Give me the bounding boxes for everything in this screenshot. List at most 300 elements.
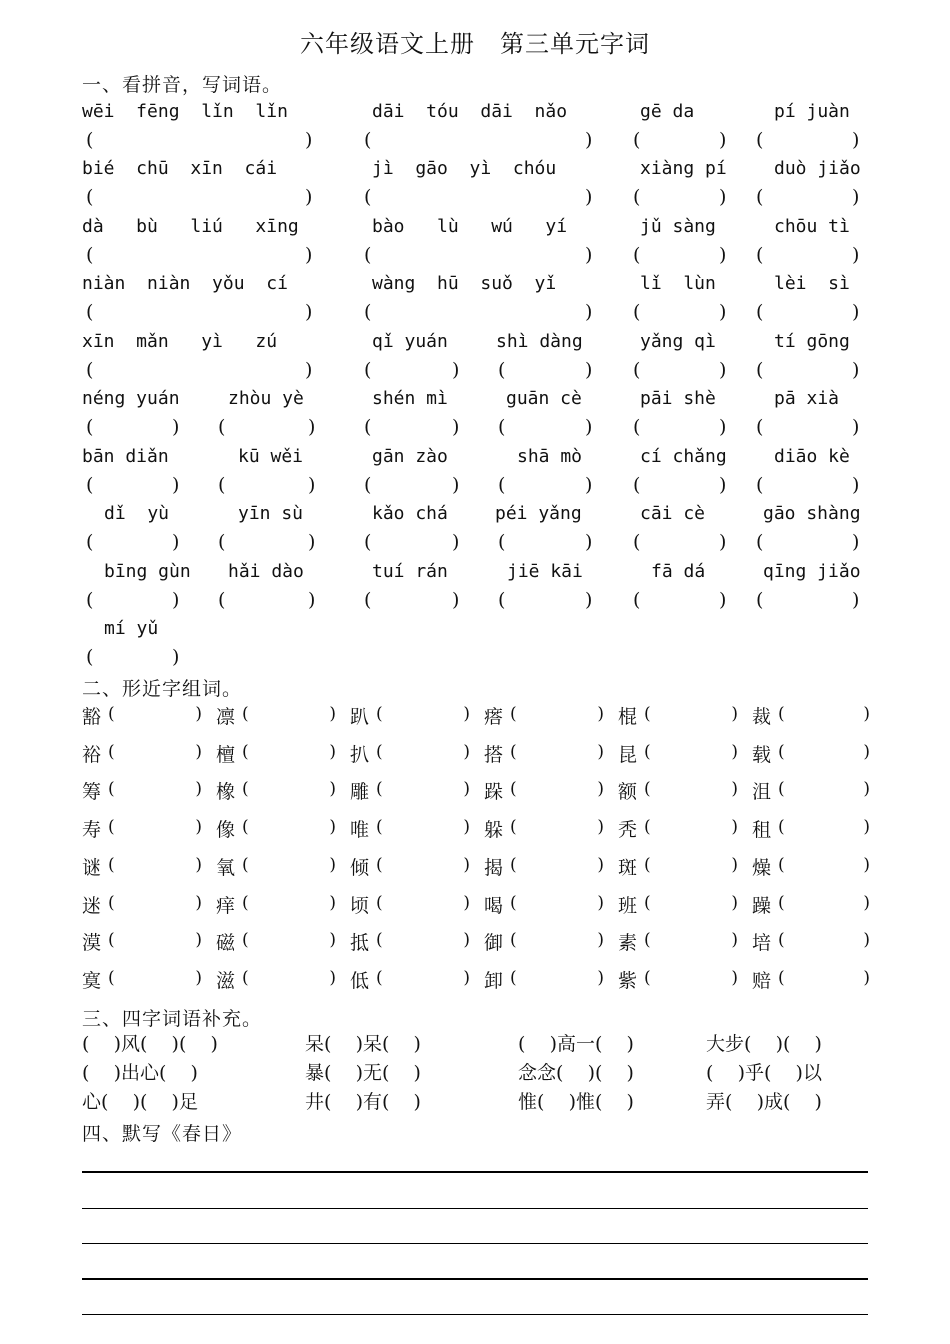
answer-paren-close: ) (452, 474, 460, 496)
answer-paren-close: ) (585, 244, 593, 266)
word-blank[interactable] (658, 855, 724, 877)
pinyin-prompt: kū wěi (238, 446, 304, 467)
word-blank[interactable] (792, 968, 858, 990)
answer-paren-open: ( (218, 589, 226, 611)
answer-paren-open: ( (242, 704, 249, 724)
answer-paren-open: ( (86, 589, 94, 611)
answer-paren-close: ) (329, 930, 336, 950)
pinyin-prompt: hǎi dào (228, 561, 304, 582)
idiom-fill-item[interactable]: ( )乎( )以 (706, 1062, 822, 1084)
answer-paren-open: ( (633, 359, 641, 381)
char-item (752, 891, 870, 919)
word-blank[interactable] (390, 968, 456, 990)
word-blank[interactable] (524, 817, 590, 839)
char-item (216, 815, 336, 843)
answer-paren-close: ) (305, 129, 313, 151)
word-blank[interactable] (122, 968, 188, 990)
answer-paren-close: ) (863, 893, 870, 913)
answer-blank[interactable] (100, 359, 303, 381)
word-blank[interactable] (390, 930, 456, 952)
answer-blank[interactable] (232, 416, 306, 438)
answer-blank[interactable] (770, 474, 850, 496)
char-label: 橡 (216, 781, 236, 803)
answer-paren-open: ( (510, 742, 517, 762)
word-blank[interactable] (390, 742, 456, 764)
word-blank[interactable] (658, 968, 724, 990)
char-label: 抵 (350, 932, 370, 954)
pinyin-prompt: cāi cè (640, 503, 706, 524)
pinyin-prompt: pā xià (774, 388, 840, 409)
writing-line[interactable] (82, 1243, 868, 1244)
word-blank[interactable] (256, 855, 322, 877)
word-blank[interactable] (256, 742, 322, 764)
pinyin-prompt: wàng hū suǒ yǐ (372, 273, 557, 294)
answer-blank[interactable] (378, 301, 583, 323)
answer-paren-open: ( (108, 817, 115, 837)
word-blank[interactable] (390, 893, 456, 915)
word-blank[interactable] (256, 779, 322, 801)
answer-blank[interactable] (232, 474, 306, 496)
word-blank[interactable] (524, 893, 590, 915)
answer-paren-close: ) (172, 646, 180, 668)
answer-blank[interactable] (378, 531, 450, 553)
char-label: 燥 (752, 857, 772, 879)
idiom-fill-item[interactable]: ( )高一( ) (518, 1033, 634, 1055)
word-blank[interactable] (792, 893, 858, 915)
answer-paren-open: ( (644, 968, 651, 988)
answer-paren-open: ( (644, 779, 651, 799)
answer-paren-close: ) (719, 416, 727, 438)
word-blank[interactable] (658, 742, 724, 764)
char-item (752, 777, 870, 805)
word-blank[interactable] (122, 779, 188, 801)
answer-paren-open: ( (633, 186, 641, 208)
pinyin-prompt: dāi tóu dāi nǎo (372, 101, 568, 122)
answer-paren-close: ) (305, 244, 313, 266)
answer-paren-close: ) (308, 589, 316, 611)
answer-paren-close: ) (195, 930, 202, 950)
answer-blank[interactable] (770, 301, 850, 323)
pinyin-prompt: dà bù liú xīng (82, 216, 299, 237)
answer-paren-close: ) (305, 186, 313, 208)
answer-paren-close: ) (195, 817, 202, 837)
idiom-fill-item[interactable]: ( )风( )( ) (82, 1033, 218, 1055)
word-blank[interactable] (524, 742, 590, 764)
char-label: 唯 (350, 819, 370, 841)
char-label: 顷 (350, 895, 370, 917)
char-item (752, 815, 870, 843)
answer-paren-open: ( (242, 855, 249, 875)
answer-paren-close: ) (463, 817, 470, 837)
answer-paren-open: ( (364, 474, 372, 496)
idiom-fill-item[interactable]: 井( )有( ) (305, 1091, 421, 1113)
answer-paren-open: ( (633, 416, 641, 438)
answer-blank[interactable] (512, 531, 583, 553)
pinyin-prompt: bīng gùn (104, 561, 191, 582)
char-label: 谜 (82, 857, 102, 879)
char-item (216, 891, 336, 919)
char-item (216, 928, 336, 956)
answer-paren-close: ) (863, 704, 870, 724)
answer-paren-close: ) (172, 589, 180, 611)
answer-paren-close: ) (863, 817, 870, 837)
answer-blank[interactable] (100, 301, 303, 323)
answer-blank[interactable] (647, 416, 717, 438)
answer-blank[interactable] (770, 186, 850, 208)
char-item (350, 777, 470, 805)
pinyin-prompt: shì dàng (496, 331, 583, 352)
answer-paren-close: ) (852, 129, 860, 151)
word-blank[interactable] (524, 704, 590, 726)
answer-blank[interactable] (378, 359, 450, 381)
char-label: 凛 (216, 706, 236, 728)
answer-paren-open: ( (218, 531, 226, 553)
answer-paren-open: ( (242, 779, 249, 799)
char-item (216, 966, 336, 994)
answer-paren-close: ) (863, 930, 870, 950)
answer-paren-open: ( (644, 855, 651, 875)
answer-paren-close: ) (863, 968, 870, 988)
answer-blank[interactable] (378, 416, 450, 438)
answer-blank[interactable] (232, 531, 306, 553)
answer-paren-open: ( (778, 968, 785, 988)
answer-blank[interactable] (100, 129, 303, 151)
answer-paren-open: ( (633, 589, 641, 611)
word-blank[interactable] (792, 855, 858, 877)
word-blank[interactable] (390, 817, 456, 839)
page-title: 六年级语文上册 第三单元字词 (300, 30, 650, 58)
answer-blank[interactable] (647, 474, 717, 496)
char-item (350, 815, 470, 843)
char-label: 豁 (82, 706, 102, 728)
answer-paren-open: ( (376, 968, 383, 988)
answer-paren-close: ) (719, 589, 727, 611)
answer-paren-close: ) (719, 186, 727, 208)
answer-paren-close: ) (852, 589, 860, 611)
answer-blank[interactable] (770, 359, 850, 381)
answer-paren-close: ) (585, 416, 593, 438)
pinyin-prompt: yīn sù (238, 503, 304, 524)
answer-paren-close: ) (195, 779, 202, 799)
char-label: 寞 (82, 970, 102, 992)
char-item (82, 702, 202, 730)
word-blank[interactable] (256, 817, 322, 839)
answer-paren-open: ( (510, 893, 517, 913)
char-label: 迷 (82, 895, 102, 917)
answer-paren-close: ) (597, 855, 604, 875)
char-item (618, 740, 738, 768)
char-label: 寿 (82, 819, 102, 841)
answer-paren-close: ) (172, 416, 180, 438)
char-item (484, 740, 604, 768)
answer-paren-open: ( (778, 855, 785, 875)
char-item (350, 740, 470, 768)
char-label: 躲 (484, 819, 504, 841)
answer-blank[interactable] (512, 359, 583, 381)
answer-blank[interactable] (378, 186, 583, 208)
word-blank[interactable] (122, 742, 188, 764)
word-blank[interactable] (256, 968, 322, 990)
answer-paren-close: ) (308, 416, 316, 438)
answer-paren-open: ( (633, 531, 641, 553)
char-label: 像 (216, 819, 236, 841)
answer-paren-open: ( (510, 968, 517, 988)
answer-paren-close: ) (852, 416, 860, 438)
idiom-fill-item[interactable]: 心( )( )足 (82, 1091, 198, 1113)
answer-blank[interactable] (100, 474, 170, 496)
answer-paren-close: ) (852, 186, 860, 208)
char-label: 滋 (216, 970, 236, 992)
word-blank[interactable] (792, 742, 858, 764)
answer-paren-close: ) (597, 779, 604, 799)
char-label: 培 (752, 932, 772, 954)
answer-paren-open: ( (86, 416, 94, 438)
answer-paren-open: ( (778, 742, 785, 762)
char-label: 漠 (82, 932, 102, 954)
answer-paren-open: ( (644, 930, 651, 950)
char-label: 紫 (618, 970, 638, 992)
answer-paren-open: ( (108, 704, 115, 724)
char-item (618, 702, 738, 730)
answer-paren-close: ) (305, 301, 313, 323)
pinyin-prompt: dǐ yù (104, 503, 170, 524)
word-blank[interactable] (122, 817, 188, 839)
answer-blank[interactable] (100, 589, 170, 611)
char-label: 跺 (484, 781, 504, 803)
idiom-fill-item[interactable]: 呆( )呆( ) (305, 1033, 421, 1055)
word-blank[interactable] (792, 779, 858, 801)
answer-paren-close: ) (597, 742, 604, 762)
answer-blank[interactable] (770, 531, 850, 553)
idiom-fill-item[interactable]: 弄( )成( ) (706, 1091, 822, 1113)
idiom-fill-item[interactable]: 惟( )惟( ) (518, 1091, 634, 1113)
char-item (350, 702, 470, 730)
answer-blank[interactable] (770, 589, 850, 611)
word-blank[interactable] (122, 893, 188, 915)
char-label: 租 (752, 819, 772, 841)
answer-blank[interactable] (100, 531, 170, 553)
answer-paren-close: ) (719, 301, 727, 323)
answer-paren-open: ( (756, 186, 764, 208)
idiom-fill-item[interactable]: ( )出心( ) (82, 1062, 198, 1084)
word-blank[interactable] (658, 893, 724, 915)
word-blank[interactable] (256, 893, 322, 915)
answer-blank[interactable] (100, 186, 303, 208)
char-item (484, 928, 604, 956)
answer-blank[interactable] (512, 474, 583, 496)
char-item (618, 777, 738, 805)
answer-blank[interactable] (770, 244, 850, 266)
answer-blank[interactable] (647, 129, 717, 151)
word-blank[interactable] (658, 704, 724, 726)
answer-paren-close: ) (585, 474, 593, 496)
answer-blank[interactable] (770, 416, 850, 438)
answer-paren-open: ( (756, 416, 764, 438)
answer-paren-close: ) (852, 244, 860, 266)
word-blank[interactable] (524, 930, 590, 952)
idiom-fill-item[interactable]: 暴( )无( ) (305, 1062, 421, 1084)
answer-paren-close: ) (329, 855, 336, 875)
pinyin-prompt: péi yǎng (495, 503, 582, 524)
section-heading-poem: 四、默写《春日》 (82, 1123, 243, 1145)
pinyin-prompt: jǔ sàng (640, 216, 716, 237)
word-blank[interactable] (390, 779, 456, 801)
answer-blank[interactable] (378, 474, 450, 496)
answer-paren-open: ( (644, 704, 651, 724)
answer-paren-open: ( (756, 474, 764, 496)
answer-blank[interactable] (232, 589, 306, 611)
answer-blank[interactable] (770, 129, 850, 151)
char-label: 载 (752, 744, 772, 766)
char-label: 瘩 (484, 706, 504, 728)
answer-paren-open: ( (364, 129, 372, 151)
answer-paren-close: ) (731, 779, 738, 799)
answer-blank[interactable] (100, 416, 170, 438)
word-blank[interactable] (792, 930, 858, 952)
answer-paren-close: ) (195, 704, 202, 724)
answer-paren-open: ( (86, 531, 94, 553)
answer-paren-open: ( (108, 779, 115, 799)
char-item (484, 777, 604, 805)
char-label: 赔 (752, 970, 772, 992)
answer-paren-open: ( (108, 968, 115, 988)
char-item (82, 853, 202, 881)
answer-blank[interactable] (512, 589, 583, 611)
word-blank[interactable] (792, 704, 858, 726)
answer-blank[interactable] (647, 531, 717, 553)
answer-blank[interactable] (647, 301, 717, 323)
writing-line[interactable] (82, 1171, 868, 1173)
answer-paren-open: ( (86, 474, 94, 496)
answer-paren-close: ) (329, 817, 336, 837)
pinyin-prompt: zhòu yè (228, 388, 304, 409)
char-item (618, 966, 738, 994)
answer-paren-open: ( (86, 646, 94, 668)
pinyin-prompt: duò jiǎo (774, 158, 861, 179)
answer-paren-close: ) (585, 531, 593, 553)
answer-paren-open: ( (86, 244, 94, 266)
answer-paren-close: ) (597, 968, 604, 988)
answer-paren-close: ) (195, 742, 202, 762)
answer-paren-close: ) (585, 129, 593, 151)
answer-paren-close: ) (463, 855, 470, 875)
pinyin-prompt: gāo shàng (763, 503, 861, 524)
answer-paren-close: ) (305, 359, 313, 381)
char-item (82, 740, 202, 768)
answer-blank[interactable] (512, 416, 583, 438)
word-blank[interactable] (122, 855, 188, 877)
answer-paren-open: ( (778, 779, 785, 799)
word-blank[interactable] (524, 779, 590, 801)
word-blank[interactable] (122, 704, 188, 726)
pinyin-prompt: tí gōng (774, 331, 850, 352)
answer-paren-open: ( (86, 129, 94, 151)
word-blank[interactable] (658, 930, 724, 952)
char-label: 素 (618, 932, 638, 954)
char-item (484, 891, 604, 919)
section-heading-pinyin: 一、看拼音，写词语。 (82, 74, 283, 96)
answer-paren-close: ) (329, 704, 336, 724)
word-blank[interactable] (256, 930, 322, 952)
answer-paren-close: ) (195, 968, 202, 988)
pinyin-prompt: gān zào (372, 446, 448, 467)
answer-paren-close: ) (308, 474, 316, 496)
writing-line[interactable] (82, 1278, 868, 1280)
answer-paren-open: ( (364, 301, 372, 323)
answer-paren-open: ( (498, 531, 506, 553)
answer-blank[interactable] (100, 244, 303, 266)
answer-blank[interactable] (100, 646, 170, 668)
idiom-fill-item[interactable]: 念念( )( ) (518, 1062, 634, 1084)
answer-paren-open: ( (756, 359, 764, 381)
char-item (618, 815, 738, 843)
word-blank[interactable] (390, 704, 456, 726)
char-label: 裁 (752, 706, 772, 728)
char-item (216, 853, 336, 881)
answer-paren-close: ) (452, 589, 460, 611)
word-blank[interactable] (658, 817, 724, 839)
char-item (82, 777, 202, 805)
answer-paren-open: ( (108, 742, 115, 762)
word-blank[interactable] (524, 855, 590, 877)
answer-paren-open: ( (364, 589, 372, 611)
char-label: 磁 (216, 932, 236, 954)
answer-paren-open: ( (364, 531, 372, 553)
writing-line[interactable] (82, 1314, 868, 1315)
char-item (350, 891, 470, 919)
char-label: 班 (618, 895, 638, 917)
answer-paren-open: ( (778, 930, 785, 950)
answer-blank[interactable] (378, 244, 583, 266)
answer-paren-close: ) (585, 186, 593, 208)
answer-blank[interactable] (647, 186, 717, 208)
section-heading-idioms: 三、四字词语补充。 (82, 1008, 263, 1030)
pinyin-prompt: guān cè (506, 388, 582, 409)
answer-blank[interactable] (647, 359, 717, 381)
pinyin-prompt: bié chū xīn cái (82, 158, 278, 179)
idiom-fill-item[interactable]: 大步( )( ) (706, 1033, 822, 1055)
answer-paren-close: ) (597, 930, 604, 950)
pinyin-prompt: bān diǎn (82, 446, 169, 467)
answer-paren-close: ) (719, 359, 727, 381)
answer-paren-open: ( (364, 244, 372, 266)
word-blank[interactable] (122, 930, 188, 952)
char-label: 扒 (350, 744, 370, 766)
answer-paren-open: ( (498, 359, 506, 381)
answer-blank[interactable] (647, 589, 717, 611)
answer-blank[interactable] (647, 244, 717, 266)
answer-blank[interactable] (378, 129, 583, 151)
answer-paren-open: ( (756, 301, 764, 323)
answer-paren-open: ( (633, 244, 641, 266)
char-item (752, 740, 870, 768)
answer-paren-close: ) (863, 855, 870, 875)
char-item (484, 853, 604, 881)
answer-paren-open: ( (778, 704, 785, 724)
answer-paren-close: ) (463, 968, 470, 988)
answer-paren-open: ( (633, 301, 641, 323)
word-blank[interactable] (390, 855, 456, 877)
pinyin-prompt: bào lù wú yí (372, 216, 568, 237)
word-blank[interactable] (524, 968, 590, 990)
writing-line[interactable] (82, 1208, 868, 1209)
pinyin-prompt: lèi sì (774, 273, 850, 294)
word-blank[interactable] (658, 779, 724, 801)
char-label: 斑 (618, 857, 638, 879)
word-blank[interactable] (256, 704, 322, 726)
answer-blank[interactable] (378, 589, 450, 611)
word-blank[interactable] (792, 817, 858, 839)
